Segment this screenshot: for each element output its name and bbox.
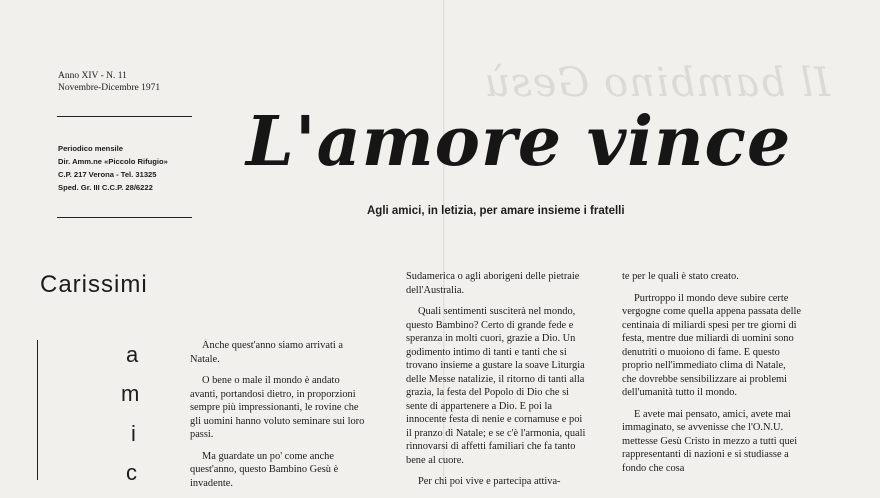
vertical-letter: i bbox=[131, 421, 136, 446]
bleed-through-text: Il bambino Gesù bbox=[483, 60, 830, 106]
article-column-1 bbox=[190, 339, 370, 498]
paragraph: E avete mai pensato, amici, avete mai immaginato, se avvenisse che l'O.N.U. mettesse Gesù Cristo in mezzo a tutti quei rappresentanti di nazioni e si studiasse a fondo che cosa bbox=[622, 408, 798, 474]
issue-info bbox=[58, 70, 160, 94]
header-rule-bottom bbox=[57, 217, 192, 218]
info-line: C.P. 217 Verona - Tel. 31325 bbox=[58, 170, 157, 179]
header-rule-top bbox=[57, 116, 192, 117]
vertical-rule bbox=[37, 340, 38, 480]
article-column-3 bbox=[622, 270, 802, 483]
greeting-heading: Carissimi bbox=[40, 271, 148, 298]
info-line: Periodico mensile bbox=[58, 144, 123, 153]
masthead-title: L'amore vince bbox=[246, 102, 792, 182]
paragraph: Ma guardate un po' come anche quest'anno, questo Bambino Gesù è invadente. bbox=[190, 450, 339, 489]
paragraph: te per le quali è stato creato. bbox=[622, 271, 739, 282]
info-line: Dir. Amm.ne «Piccolo Rifugio» bbox=[58, 157, 168, 166]
paragraph: Anche quest'anno siamo arrivati a Natale. bbox=[190, 340, 343, 365]
paragraph: Per chi poi vive e partecipa attiva- bbox=[418, 476, 561, 487]
paragraph: Sudamerica o agli aborigeni delle pietraie dell'Australia. bbox=[406, 271, 580, 296]
issue-number: Anno XIV - N. 11 bbox=[58, 71, 127, 81]
tagline: Agli amici, in letizia, per amare insieme i fratelli bbox=[367, 205, 625, 217]
paragraph: O bene o male il mondo è andato avanti, portandosi dietro, in proporzioni sempre più impressionanti, le rovine che gli uomini hanno voluto seminare sui loro passi. bbox=[190, 375, 365, 440]
vertical-letter: c bbox=[126, 460, 137, 485]
paragraph: Quali sentimenti susciterà nel mondo, questo Bambino? Certo di grande fede e speranza in molti cuori, grazie a Dio. Un godimento intimo di tanti e tanti che si trovano insieme a gustare la soave Liturgia delle Messe natalizie, il ritorno di tanti alla grazia, la festa del Popolo di Dio che si sente di appartenere a Dio. E poi la innocente festa di nenie e cornamuse e poi il pranzo di Natale; e se c'è l'armonia, quali rinnovarsi di affetti familiari che fa tanto bene al cuore. bbox=[406, 306, 586, 466]
issue-date: Novembre-Dicembre 1971 bbox=[58, 83, 161, 93]
vertical-letter: a bbox=[126, 342, 139, 367]
publisher-info bbox=[58, 142, 168, 194]
paragraph: Purtroppo il mondo deve subire certe vergogne come quella appena passata delle centinaia di miliardi spesi per tre giorni di festa, mentre due miliardi di uomini sono denutriti o muoiono di fame. E questo proprio nell'immediato clima di Natale, che dovrebbe sensibilizzare ai problemi dell'umanità tutto il mondo. bbox=[622, 292, 801, 398]
vertical-letter: m bbox=[121, 381, 140, 406]
article-column-2 bbox=[406, 270, 586, 497]
info-line: Sped. Gr. III C.C.P. 28/6222 bbox=[58, 183, 153, 192]
